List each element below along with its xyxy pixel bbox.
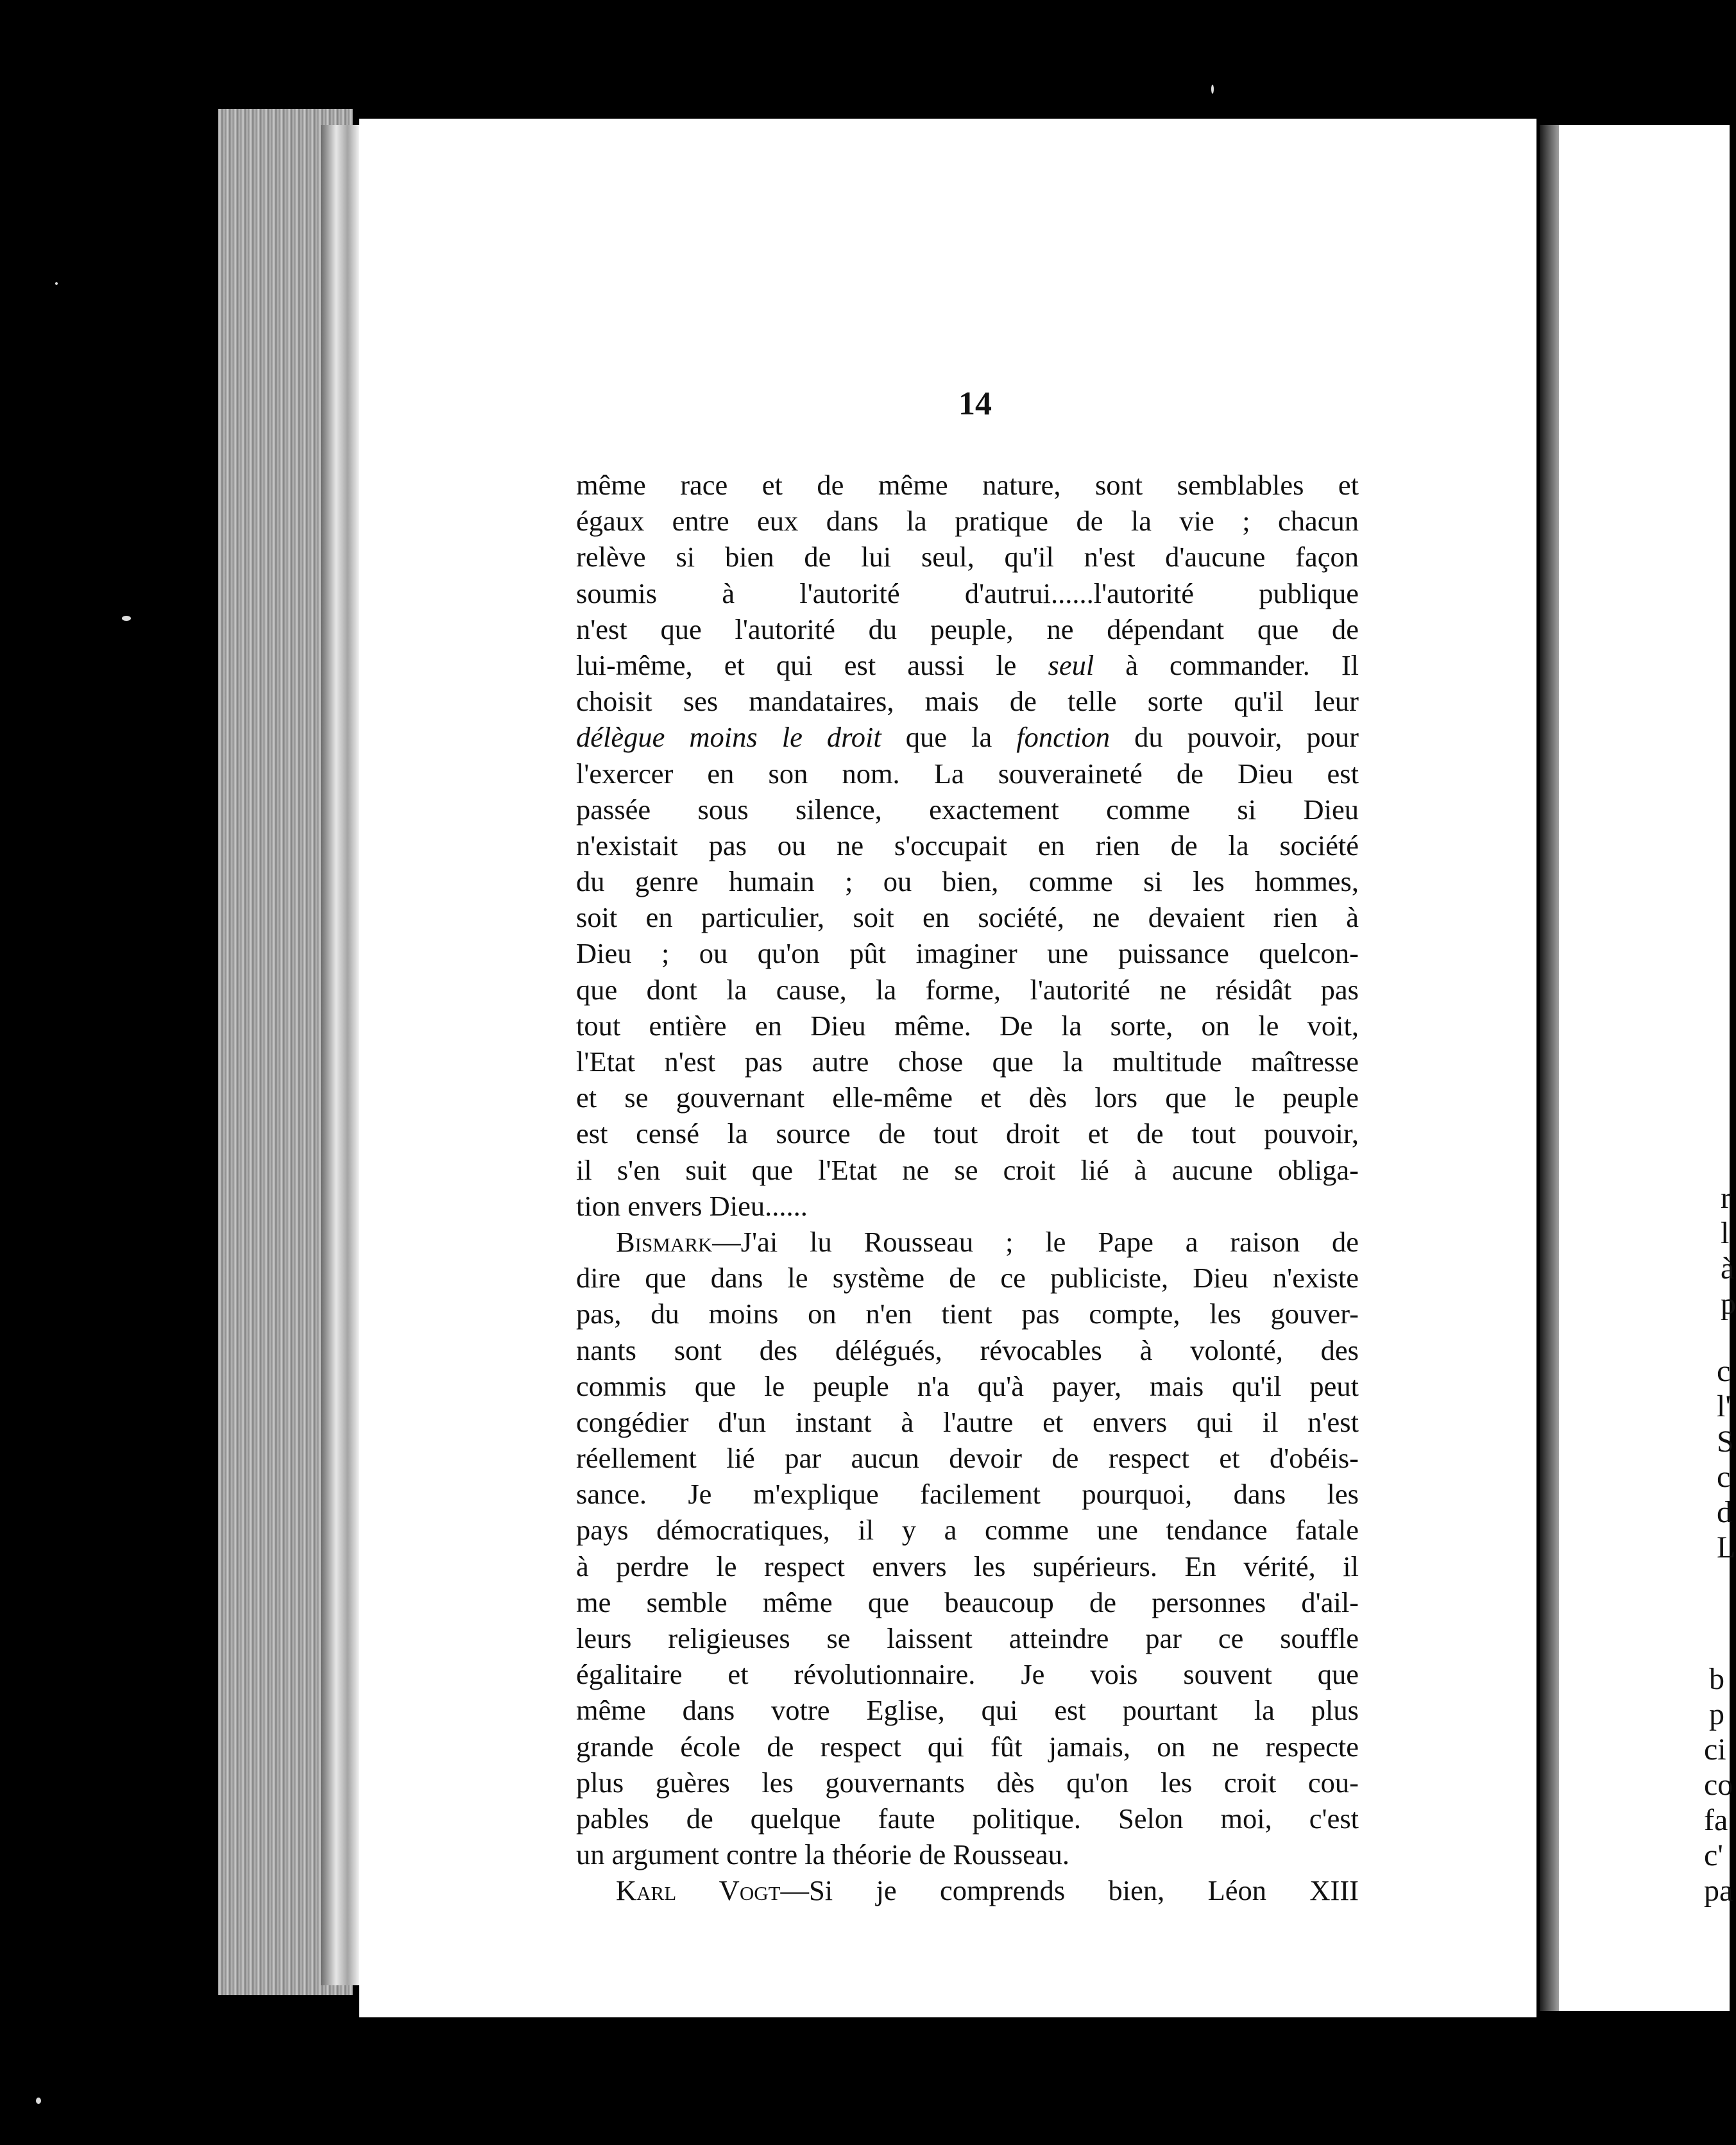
dust-speck [55,282,58,285]
facing-page-fragment: à [1721,1251,1735,1285]
text-line: égaux entre eux dans la pratique de la vie ; chacun [576,505,1359,538]
speaker-name: Karl Vogt [616,1874,781,1907]
paragraph-2 [576,1224,1359,1872]
text-line: tout entière en Dieu même. De la sorte, on le voit, [576,1009,1359,1042]
facing-page-fragment: c [1717,1460,1731,1494]
text-line: pays démocratiques, il y a comme une tendance fatale [576,1514,1359,1547]
text-line: pables de quelque faute politique. Selon moi, c'est [576,1802,1359,1835]
page-number: 14 [958,386,992,422]
text-line: choisit ses mandataires, mais de telle sorte qu'il leur [576,685,1359,718]
text-line: congédier d'un instant à l'autre et envers qui il n'est [576,1405,1359,1438]
text-line: relève si bien de lui seul, qu'il n'est d'aucune façon [576,541,1359,573]
text-line: l'Etat n'est pas autre chose que la multitude maîtresse [576,1046,1359,1078]
text-line: lui-même, et qui est aussi le seul à commander. Il [576,649,1359,681]
text-line: nants sont des délégués, révocables à volonté, des [576,1334,1359,1366]
facing-page-fragment: co [1704,1768,1733,1802]
text-line: Karl Vogt—Si je comprends bien, Léon XIII [616,1874,1359,1907]
facing-page-fragment: p [1709,1697,1724,1731]
text-line: tion envers Dieu...... [576,1189,808,1222]
dust-speck [1211,85,1214,94]
text-line: grande école de respect qui fût jamais, on ne respecte [576,1730,1359,1763]
facing-page-fragment: c' [1704,1838,1723,1872]
text-line: soumis à l'autorité d'autrui......l'autorité publique [576,577,1359,609]
facing-page-fragment: p [1721,1287,1736,1321]
text-line: passée sous silence, exactement comme si Dieu [576,793,1359,826]
text-line: Dieu ; ou qu'on pût imaginer une puissance quelcon- [576,937,1359,970]
text-line: délègue moins le droit que la fonction du pouvoir, pour [576,721,1359,754]
dust-speck [122,616,131,621]
facing-page [1559,125,1730,2011]
facing-page-fragment: pa [1704,1874,1733,1908]
text-line: il s'en suit que l'Etat ne se croit lié à aucune obliga- [576,1153,1359,1186]
text-line: n'existait pas ou ne s'occupait en rien de la société [576,829,1359,861]
text-line: est censé la source de tout droit et de tout pouvoir, [576,1117,1359,1150]
facing-page-fragment: l [1721,1216,1730,1250]
text-line: que dont la cause, la forme, l'autorité ne résidât pas [576,973,1359,1006]
facing-page-fragment: l' [1717,1389,1731,1423]
speaker-name: Bismark [616,1225,713,1258]
facing-page-fragment: fa [1704,1803,1728,1837]
text-line: dire que dans le système de ce publiciste, Dieu n'existe [576,1262,1359,1294]
facing-page-fragment: S [1717,1425,1734,1459]
text-line: sance. Je m'explique facilement pourquoi, dans les [576,1478,1359,1511]
text-line: commis que le peuple n'a qu'à payer, mais qu'il peut [576,1369,1359,1402]
text-line: même race et de même nature, sont semblables et [576,469,1359,501]
text-line: plus guères les gouvernants dès qu'on les croit cou- [576,1766,1359,1799]
text-line: réellement lié par aucun devoir de respect et d'obéis- [576,1442,1359,1475]
facing-page-fragment: r [1721,1181,1731,1215]
dust-speck [36,2098,41,2104]
text-line: Bismark—J'ai lu Rousseau ; le Pape a raison de [616,1225,1359,1258]
text-line: l'exercer en son nom. La souveraineté de Dieu est [576,757,1359,790]
text-line: et se gouvernant elle-même et dès lors que le peuple [576,1081,1359,1114]
text-line: égalitaire et révolutionnaire. Je vois souvent que [576,1658,1359,1691]
text-line: à perdre le respect envers les supérieurs. En vérité, il [576,1550,1359,1582]
text-line: leurs religieuses se laissent atteindre par ce souffle [576,1622,1359,1654]
facing-page-fragment: L [1717,1530,1736,1564]
text-line: soit en particulier, soit en société, ne devaient rien à [576,901,1359,934]
text-line: même dans votre Eglise, qui est pourtant la plus [576,1694,1359,1727]
paragraph-1 [576,467,1359,1224]
paragraph-3 [576,1872,1359,1908]
text-line: du genre humain ; ou bien, comme si les hommes, [576,865,1359,898]
facing-page-fragment: b [1709,1662,1724,1696]
page-text [576,467,1359,1909]
facing-page-fragment: d [1717,1495,1732,1529]
page-curl-edge [321,125,359,1985]
facing-page-fragment: ci [1704,1733,1726,1767]
text-line: pas, du moins on n'en tient pas compte, les gouver- [576,1298,1359,1330]
text-line: me semble même que beaucoup de personnes d'ail- [576,1586,1359,1618]
facing-page-fragment: c [1717,1354,1731,1388]
text-line: un argument contre la théorie de Rousseau. [576,1838,1070,1871]
text-line: n'est que l'autorité du peuple, ne dépendant que de [576,613,1359,645]
